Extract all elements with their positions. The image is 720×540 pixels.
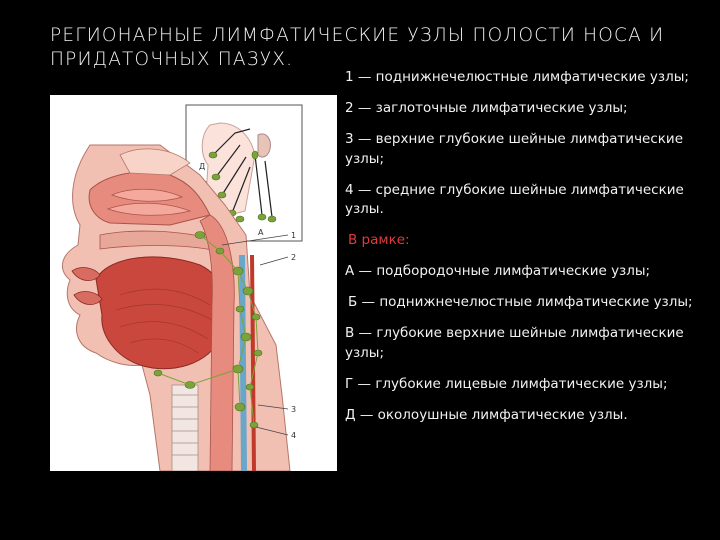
anatomy-illustration — [50, 95, 337, 471]
legend-item-v: В — глубокие верхние шейные лимфатические узлы; — [345, 325, 684, 361]
slide-title — [50, 24, 690, 72]
legend-list — [345, 68, 710, 437]
slide-title-line-2: ПРИДАТОЧНЫХ ПАЗУХ. — [50, 49, 294, 70]
inset-label-a: А — [258, 228, 264, 237]
legend-item-1: 1 — поднижнечелюстные лимфатические узлы; — [345, 69, 689, 85]
carotid-artery — [252, 255, 254, 471]
trachea — [172, 385, 198, 471]
callout-label-3: 3 — [291, 405, 297, 414]
inset-label-d: Д — [199, 162, 206, 171]
legend-item-2: 2 — заглоточные лимфатические узлы; — [345, 100, 628, 116]
callout-label-4: 4 — [291, 431, 297, 440]
legend-item-a: А — подбородочные лимфатические узлы; — [345, 263, 651, 279]
inset-heading: В рамке: — [348, 232, 410, 248]
legend-item-g: Г — глубокие лицевые лимфатические узлы; — [345, 375, 668, 392]
legend-item-3: 3 — верхние глубокие шейные лимфатические узлы; — [345, 131, 684, 167]
jugular-vein — [242, 255, 244, 471]
legend-item-4: 4 — средние глубокие шейные лимфатические узлы. — [345, 181, 684, 217]
legend-item-d: Д — околоушные лимфатические узлы. — [345, 406, 628, 423]
slide-title-line-1: РЕГИОНАРНЫЕ ЛИМФАТИЧЕСКИЕ УЗЛЫ ПОЛОСТИ НОСА И — [50, 25, 665, 46]
callout-label-1: 1 — [291, 231, 297, 240]
callout-label-2: 2 — [291, 253, 297, 262]
legend-item-b: Б — поднижнечелюстные лимфатические узлы; — [348, 294, 693, 310]
anatomy-drawing — [50, 95, 337, 471]
inset-ear — [258, 134, 270, 157]
